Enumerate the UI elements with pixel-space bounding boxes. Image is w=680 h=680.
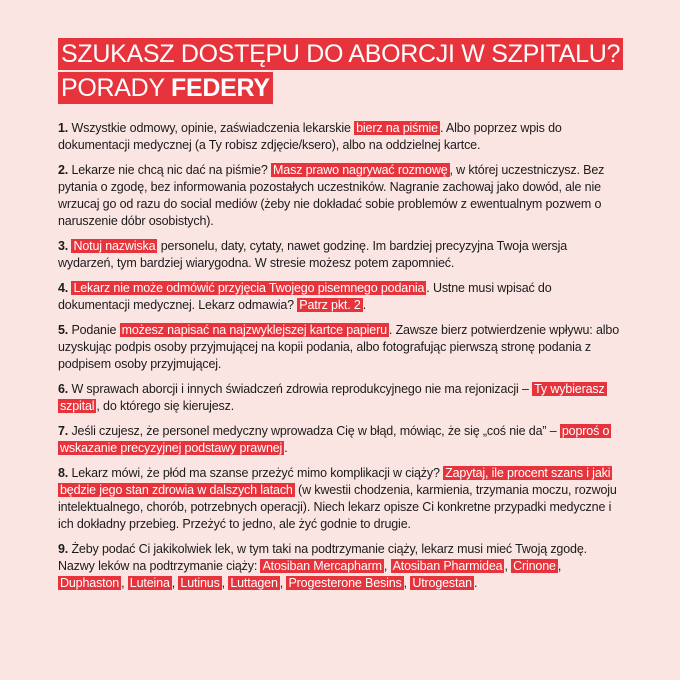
item-text: . [284,441,288,455]
drug-separator: , [121,576,128,590]
item-highlight: Masz prawo nagrywać rozmowę [273,163,448,177]
item-highlight: Notuj nazwiska [73,239,156,253]
item-highlight: bierz na piśmie [356,121,438,135]
drug-name: Luttagen [230,576,278,590]
item-number: 7. [58,424,69,438]
advice-item-4 [58,280,624,314]
drug-separator: , [504,559,512,573]
item-number: 9. [58,542,69,556]
advice-item-8 [58,465,624,533]
advice-item-9 [58,541,624,592]
item-highlight: Ty wybierasz szpital [60,382,605,413]
item-number: 4. [58,281,69,295]
advice-item-3 [58,238,624,272]
title-line-1: SZUKASZ DOSTĘPU DO ABORCJI W SZPITALU? [58,38,623,70]
item-number: 2. [58,163,69,177]
page-title [58,38,623,106]
drug-name: Luteina [129,576,170,590]
drug-separator: , [383,559,391,573]
item-number: 1. [58,121,69,135]
drug-name: Lutinus [180,576,220,590]
item-text: Podanie [68,323,120,337]
item-text: . Ustne musi wpisać do dokumentacji medycznej. Lekarz odmawia? [58,281,552,312]
title-line-2 [58,72,273,104]
item-text: Lekarz mówi, że płód ma szanse przeżyć mimo komplikacji w ciąży? [68,466,444,480]
advice-item-2 [58,162,624,230]
item-text: . [473,576,478,590]
drug-separator: , [403,576,411,590]
item-text: (w kwestii chodzenia, karmienia, trzymania moczu, rozwoju intelektualnego, chorób, potrzebnych operacji). Niech lekarz opisze Ci konkretne przypadki medyczne i ich dokładny przebieg. Przeżyć to jedno, ale żyć godnie to drugie. [58,483,617,531]
item-text: , do którego się kierujesz. [96,399,235,413]
item-highlight: możesz napisać na najzwyklejszej kartce papieru [121,323,387,337]
advice-item-7 [58,423,624,457]
advice-item-5 [58,322,624,373]
item-text: Żeby podać Ci jakikolwiek lek, w tym taki na podtrzymanie ciąży, lekarz musi mieć Twoją zgodę. Nazwy leków na podtrzymanie ciąży: [58,542,587,573]
drug-separator: , [171,576,179,590]
item-text: Jeśli czujesz, że personel medyczny wprowadza Cię w błąd, mówiąc, że się „coś nie da” – [68,424,560,438]
item-text: Wszystkie odmowy, opinie, zaświadczenia lekarskie [68,121,355,135]
drug-separator: , [221,576,229,590]
item-highlight: Lekarz nie może odmówić przyjęcia Twojego pisemnego podania [73,281,425,295]
drug-name: Duphaston [60,576,120,590]
item-number: 6. [58,382,69,396]
item-highlight-reference: Patrz pkt. 2 [299,298,361,312]
drug-separator: , [557,559,562,573]
item-text: personelu, daty, cytaty, nawet godzinę. Im bardziej precyzyjna Twoja wersja wydarzeń, tym bardziej wiarygodna. W stresie możesz potem zapomnieć. [58,239,568,270]
advice-item-6 [58,381,624,415]
title-prefix: PORADY [61,74,171,102]
item-highlight: poproś o wskazanie precyzyjnej podstawy prawnej [60,424,610,455]
item-number: 3. [58,239,69,253]
advice-item-1 [58,120,624,154]
drug-name: Progesterone Besins [288,576,402,590]
item-number: 5. [58,323,69,337]
item-text: . Albo poprzez wpis do dokumentacji medycznej (a Ty robisz zdjęcie/ksero), albo na oddzielnej kartce. [58,121,562,152]
title-brand: FEDERY [170,74,270,102]
item-text: Lekarze nie chcą nic dać na piśmie? [68,163,272,177]
drug-name: Crinone [513,559,556,573]
item-number: 8. [58,466,69,480]
item-text: . Zawsze bierz potwierdzenie wpływu: albo uzyskując podpis osoby przyjmującej na kopii podania, albo fotografując pierwszą stronę podania z podpisem osoby przyjmującej. [58,323,619,371]
drug-separator: , [279,576,287,590]
drug-name: Atosiban Mercapharm [262,559,382,573]
drug-name: Atosiban Pharmidea [392,559,503,573]
drug-name: Utrogestan [412,576,472,590]
item-text: , w której uczestniczysz. Bez pytania o zgodę, bez informowania pozostałych uczestników. Nagranie zachowaj jako dowód, ale nie wrzucaj go od razu do social mediów (żeby nie dokładać sobie problemów z ewentualnym pozwem o naruszenie dóbr osobistych). [58,163,605,228]
item-highlight: Zapytaj, ile procent szans i jaki będzie jego stan zdrowia w dalszych latach [60,466,611,497]
advice-list [58,120,624,600]
item-text: W sprawach aborcji i innych świadczeń zdrowia reprodukcyjnego nie ma rejonizacji – [68,382,533,396]
item-text: . [362,298,367,312]
